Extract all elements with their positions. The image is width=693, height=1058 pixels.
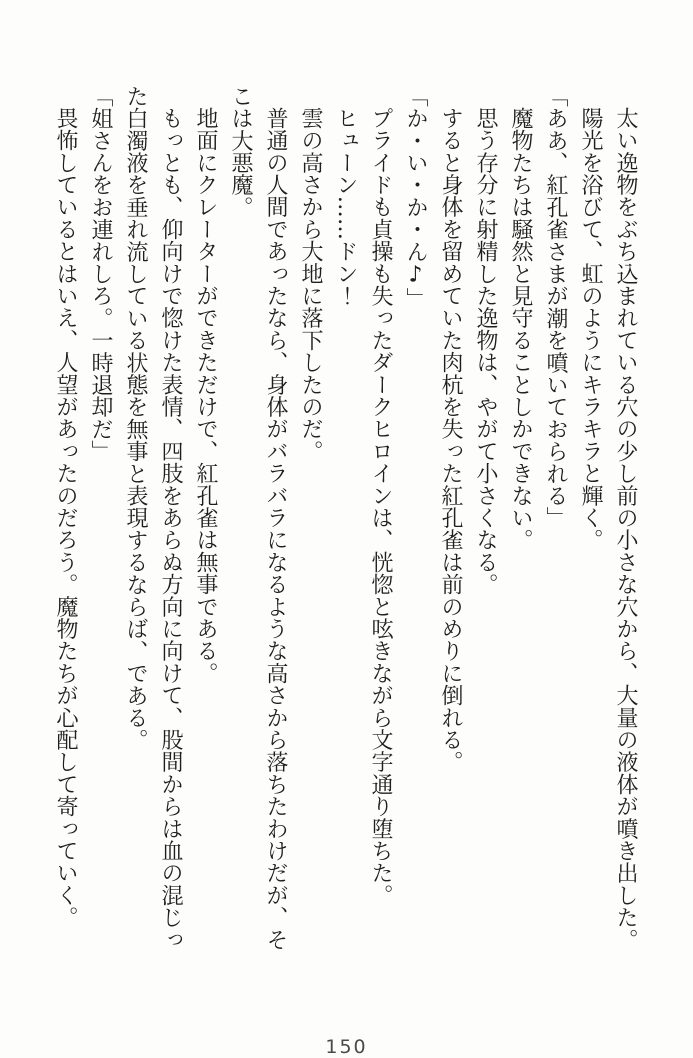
paragraph: ヒューン……ドン！ bbox=[333, 107, 358, 307]
paragraph: 畏怖しているとはいえ、人望があったのだろう。魔物たちが心配して寄っていく。 bbox=[53, 107, 78, 929]
paragraph: プライドも貞操も失ったダークヒロインは、恍惚と呟きながら文字通り堕ちた。 bbox=[368, 107, 393, 907]
paragraph: 普通の人間であったなら、身体がバラバラになるような高さから落ちたわけだが、そこは大悪魔。 bbox=[228, 85, 288, 951]
paragraph: 太い逸物をぶち込まれている穴の少し前の小さな穴から、大量の液体が噴き出した。 bbox=[613, 107, 638, 951]
paragraph: もっとも、仰向けで惚けた表情、四肢をあらぬ方向に向けて、股間からは血の混じった白濁液を垂れ流している状態を無事と表現するならば、である。 bbox=[123, 85, 183, 951]
paragraph: 「姐さんをお連れしろ。一時退却だ」 bbox=[88, 85, 113, 463]
paragraph: 陽光を浴びて、虹のようにキラキラと輝く。 bbox=[578, 107, 603, 551]
paragraph: すると身体を留めていた肉杭を失った紅孔雀は前のめりに倒れる。 bbox=[438, 107, 463, 773]
paragraph: 地面にクレーターができただけで、紅孔雀は無事である。 bbox=[193, 107, 218, 685]
paragraph: 雲の高さから大地に落下したのだ。 bbox=[298, 107, 323, 463]
paragraph: 「ああ、紅孔雀さまが潮を噴いておられる」 bbox=[543, 85, 568, 529]
text-columns bbox=[33, 85, 643, 969]
page-number: 150 bbox=[325, 1036, 368, 1058]
paragraph: 思う存分に射精した逸物は、やがて小さくなる。 bbox=[473, 107, 498, 596]
paragraph: 「か・い・か・ん♪」 bbox=[403, 85, 428, 310]
paragraph: 魔物たちは騒然と見守ることしかできない。 bbox=[508, 107, 533, 551]
